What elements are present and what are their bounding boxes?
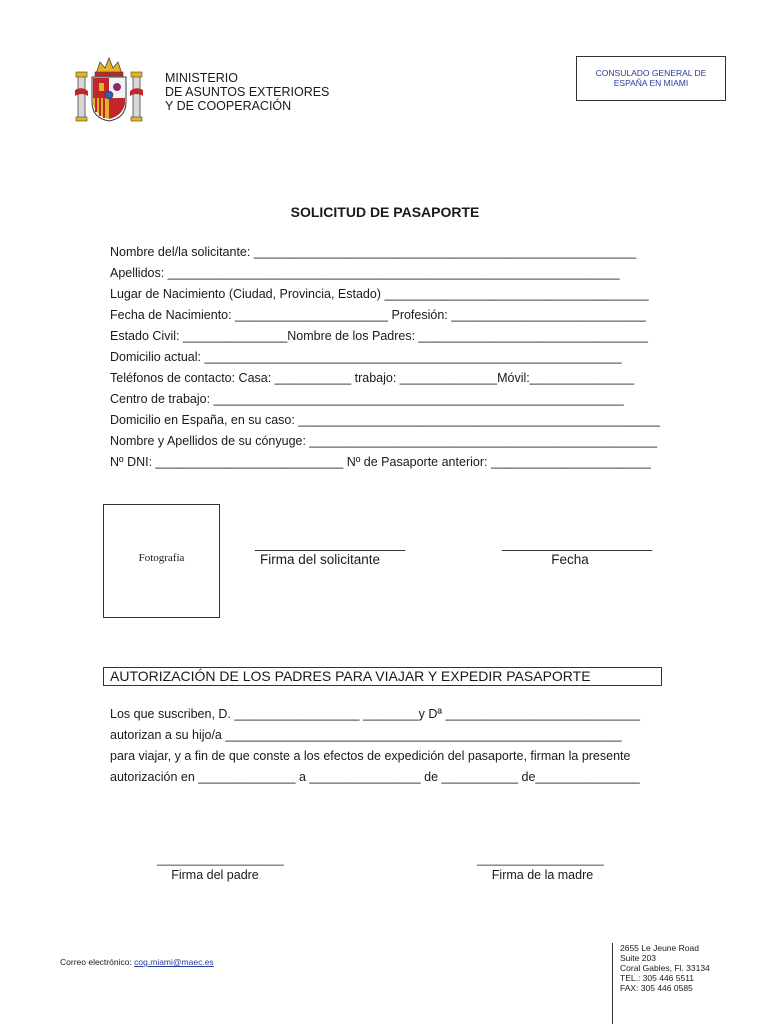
field-dni-passport[interactable]: Nº DNI: ___________________________ Nº de Pasaporte anterior: _______________________ bbox=[110, 455, 651, 469]
coat-of-arms-icon bbox=[74, 54, 144, 124]
address-line: TEL.: 305 446 5511 bbox=[620, 973, 695, 983]
consulate-box bbox=[576, 56, 726, 101]
mother-signature-line[interactable]: ___________________ bbox=[477, 852, 604, 866]
father-signature-line[interactable]: ___________________ bbox=[157, 852, 284, 866]
consulate-line: CONSULADO GENERAL DE bbox=[595, 68, 707, 78]
field-phones[interactable]: Teléfonos de contacto: Casa: ___________ trabajo: ______________Móvil:_______________ bbox=[110, 371, 635, 385]
date-signature-line[interactable]: ____________________ bbox=[502, 536, 653, 551]
photo-label: Fotografía bbox=[138, 552, 185, 564]
applicant-signature-line[interactable]: ____________________ bbox=[255, 536, 406, 551]
field-surnames[interactable]: Apellidos: _________________________________________________________________ bbox=[110, 266, 620, 280]
ministry-line: MINISTERIO bbox=[165, 71, 238, 85]
field-birthplace[interactable]: Lugar de Nacimiento (Ciudad, Provincia, Estado) ______________________________________ bbox=[110, 287, 649, 301]
field-applicant-name[interactable]: Nombre del/la solicitante: _______________________________________________________ bbox=[110, 245, 637, 259]
address-line: 2655 Le Jeune Road bbox=[620, 943, 699, 953]
mother-signature-label: Firma de la madre bbox=[491, 868, 594, 882]
auth-line-child[interactable]: autorizan a su hijo/a _________________________________________________________ bbox=[110, 728, 622, 742]
address-line: Suite 203 bbox=[620, 953, 656, 963]
date-label: Fecha bbox=[551, 552, 589, 567]
authorization-heading: AUTORIZACIÓN DE LOS PADRES PARA VIAJAR Y EXPEDIR PASAPORTE bbox=[103, 667, 662, 686]
ministry-name bbox=[165, 71, 329, 113]
field-spain-address[interactable]: Domicilio en España, en su caso: ____________________________________________________ bbox=[110, 413, 660, 427]
field-workplace[interactable]: Centro de trabajo: ___________________________________________________________ bbox=[110, 392, 624, 406]
auth-line-signers[interactable]: Los que suscriben, D. __________________ ________y Dª ____________________________ bbox=[110, 707, 641, 721]
auth-line-place-date[interactable]: autorización en ______________ a ________________ de ___________ de_______________ bbox=[110, 770, 640, 784]
email-label: Correo electrónico: bbox=[60, 957, 135, 967]
page-title: SOLICITUD DE PASAPORTE bbox=[290, 204, 480, 220]
address-line: FAX: 305 446 0585 bbox=[620, 983, 693, 993]
consulate-line: ESPAÑA EN MIAMI bbox=[613, 78, 689, 88]
field-spouse-name[interactable]: Nombre y Apellidos de su cónyuge: __________________________________________________ bbox=[110, 434, 658, 448]
address-line: Coral Gables, Fl. 33134 bbox=[620, 963, 710, 973]
field-civil-status-parents[interactable]: Estado Civil: _______________Nombre de los Padres: _________________________________ bbox=[110, 329, 648, 343]
ministry-line: Y DE COOPERACIÓN bbox=[165, 99, 292, 113]
ministry-line: DE ASUNTOS EXTERIORES bbox=[165, 85, 330, 99]
footer-email bbox=[60, 957, 214, 967]
applicant-signature-label: Firma del solicitante bbox=[259, 552, 381, 567]
field-birthdate-profession[interactable]: Fecha de Nacimiento: ______________________ Profesión: ____________________________ bbox=[110, 308, 646, 322]
auth-line-purpose: para viajar, y a fin de que conste a los efectos de expedición del pasaporte, firman la presente bbox=[110, 749, 631, 763]
photo-box bbox=[103, 504, 220, 618]
email-link[interactable]: cog.miami@maec.es bbox=[134, 957, 214, 967]
father-signature-label: Firma del padre bbox=[171, 868, 259, 882]
field-current-address[interactable]: Domicilio actual: ____________________________________________________________ bbox=[110, 350, 622, 364]
footer-address bbox=[612, 943, 710, 1024]
